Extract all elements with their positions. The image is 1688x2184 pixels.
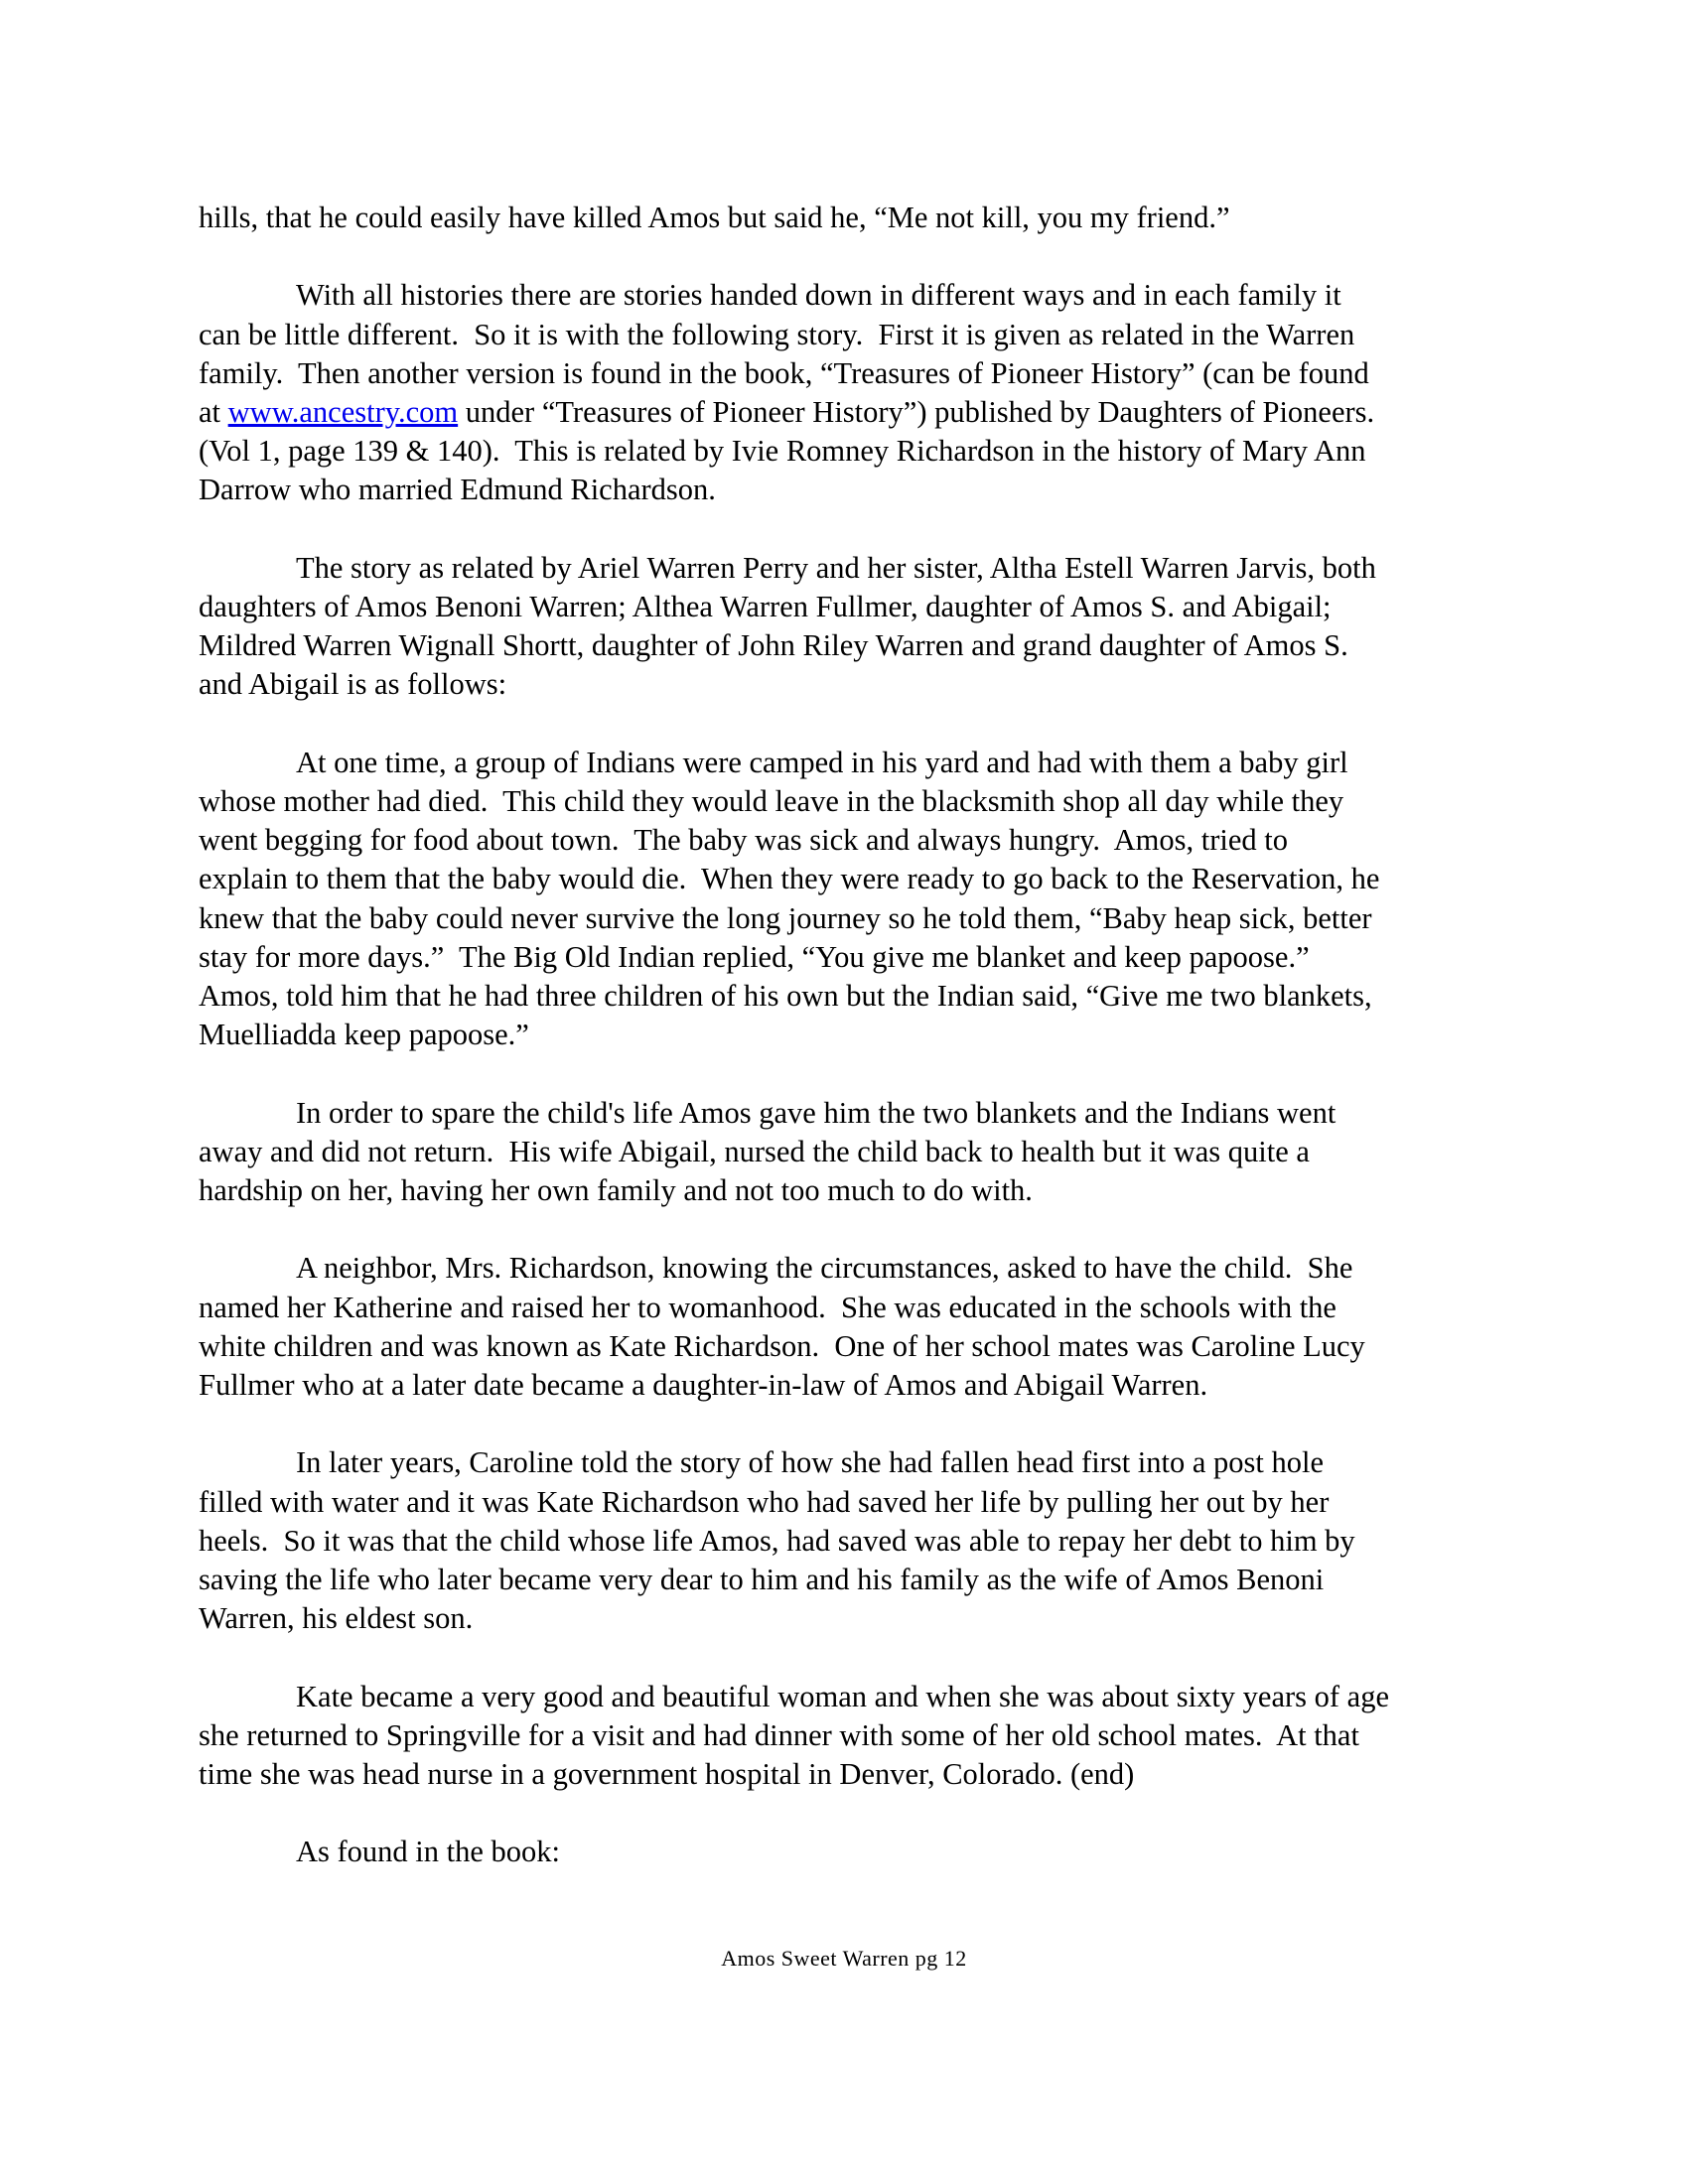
text-line: Warren, his eldest son.	[199, 1601, 474, 1636]
paragraph	[199, 1833, 1509, 1871]
ancestry-link[interactable]: www.ancestry.com	[227, 395, 459, 429]
page-footer: Amos Sweet Warren pg 12	[721, 1946, 967, 1971]
text-line: family. Then another version is found in the book, “Treasures of Pioneer History” (can be found	[199, 355, 1369, 390]
document-body	[199, 199, 1509, 1911]
text-line: filled with water and it was Kate Richardson who had saved her life by pulling her out by her	[199, 1484, 1330, 1519]
text-line: she returned to Springville for a visit and had dinner with some of her old school mates. At that	[199, 1717, 1359, 1752]
paragraph	[199, 1249, 1509, 1405]
text-line: In order to spare the child's life Amos gave him the two blankets and the Indians went	[296, 1095, 1336, 1130]
paragraph	[199, 276, 1509, 509]
text-line: stay for more days.” The Big Old Indian replied, “You give me blanket and keep papoose.”	[199, 939, 1310, 974]
text-line: In later years, Caroline told the story of how she had fallen head first into a post hole	[296, 1445, 1325, 1480]
paragraph	[199, 549, 1509, 705]
text-line: named her Katherine and raised her to womanhood. She was educated in the schools with the	[199, 1290, 1336, 1324]
text-line: With all histories there are stories handed down in different ways and in each family it	[296, 278, 1341, 313]
paragraph	[199, 744, 1509, 1055]
link-line-suffix: under “Treasures of Pioneer History”) published by Daughters of Pioneers.	[458, 395, 1375, 429]
text-line: hills, that he could easily have killed Amos but said he, “Me not kill, you my friend.”	[199, 201, 1230, 234]
text-line: saving the life who later became very dear to him and his family as the wife of Amos Benoni	[199, 1563, 1325, 1597]
text-line	[199, 393, 1509, 432]
text-line: Kate became a very good and beautiful woman and when she was about sixty years of age	[296, 1679, 1390, 1713]
text-line: whose mother had died. This child they would leave in the blacksmith shop all day while they	[199, 784, 1344, 818]
paragraph	[199, 1094, 1509, 1211]
paragraph	[199, 199, 1509, 237]
paragraph	[199, 1443, 1509, 1638]
text-line: Darrow who married Edmund Richardson.	[199, 473, 716, 507]
text-line: A neighbor, Mrs. Richardson, knowing the circumstances, asked to have the child. She	[296, 1251, 1353, 1286]
text-line: hardship on her, having her own family and not too much to do with.	[199, 1173, 1033, 1208]
link-line-prefix: at	[199, 395, 228, 429]
text-line: As found in the book:	[296, 1835, 561, 1869]
text-line: The story as related by Ariel Warren Perry and her sister, Altha Estell Warren Jarvis, both	[296, 550, 1376, 585]
text-line: can be little different. So it is with the following story. First it is given as related in the Warren	[199, 317, 1355, 351]
text-line: (Vol 1, page 139 & 140). This is related by Ivie Romney Richardson in the history of Mary Ann	[199, 434, 1366, 469]
text-line: away and did not return. His wife Abigail, nursed the child back to health but it was quite a	[199, 1134, 1310, 1168]
text-line: knew that the baby could never survive the long journey so he told them, “Baby heap sick, better	[199, 900, 1372, 935]
text-line: Amos, told him that he had three children of his own but the Indian said, “Give me two blankets,	[199, 979, 1372, 1014]
text-line: went begging for food about town. The baby was sick and always hungry. Amos, tried to	[199, 823, 1288, 858]
text-line: daughters of Amos Benoni Warren; Althea Warren Fullmer, daughter of Amos S. and Abigail;	[199, 590, 1332, 623]
text-line: white children and was known as Kate Richardson. One of her school mates was Caroline Lucy	[199, 1328, 1365, 1363]
text-line: heels. So it was that the child whose life Amos, had saved was able to repay her debt to him by	[199, 1523, 1355, 1558]
text-line: time she was head nurse in a government hospital in Denver, Colorado. (end)	[199, 1757, 1135, 1792]
text-line: and Abigail is as follows:	[199, 667, 507, 702]
text-line: Muelliadda keep papoose.”	[199, 1018, 529, 1052]
text-line: Mildred Warren Wignall Shortt, daughter of John Riley Warren and grand daughter of Amos S.	[199, 628, 1348, 663]
text-line: explain to them that the baby would die. When they were ready to go back to the Reservation, he	[199, 862, 1380, 896]
paragraph	[199, 1678, 1509, 1795]
text-line: At one time, a group of Indians were camped in his yard and had with them a baby girl	[296, 745, 1348, 779]
text-line: Fullmer who at a later date became a daughter-in-law of Amos and Abigail Warren.	[199, 1368, 1208, 1403]
